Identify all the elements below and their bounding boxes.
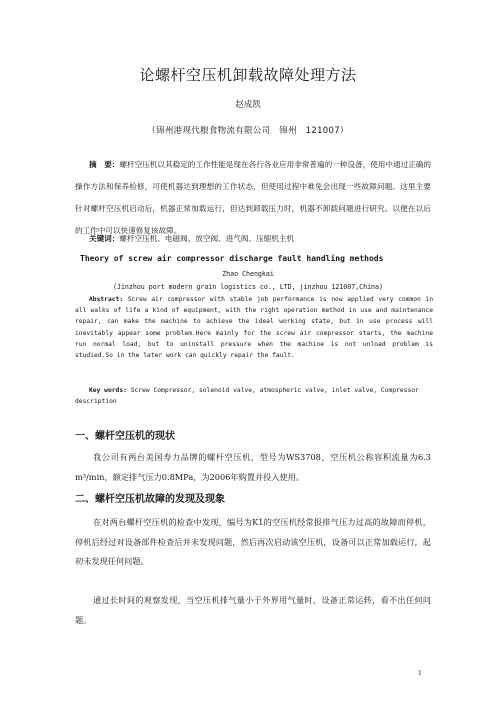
chinese-keywords-label: 关键词： [89, 234, 120, 243]
english-keywords-text: Screw Compressor, solenoid valve, atmospheric valve, inlet valve, Compressor description [75, 387, 419, 406]
section-2-heading: 二、螺杆空压机故障的发现及现象 [75, 494, 225, 505]
section-1-heading: 一、螺杆空压机的现状 [75, 431, 175, 442]
author-name: 赵成凯 [235, 100, 261, 110]
english-keywords-label: Key words: [89, 387, 127, 394]
english-keywords [75, 385, 433, 407]
english-author: Zhao Chengkai [222, 270, 274, 278]
chinese-keywords-text: 螺杆空压机、电磁阀、放空阀、进气阀、压缩机主机 [119, 234, 295, 243]
chinese-abstract-text: 螺杆空压机以其稳定的工作性能是现在各行各业应用非常普遍的一种设备，使用中通过正确的操作方法和保养检修，可使机器达到理想的工作状态，但使用过程中难免会出现一些故障问题。这里主要针对螺杆空压机启动后，机器正常加载运行，但达到卸载压力时，机器不卸载问题进行研究。以便在以后的工作中可以快速修复该故障。 [75, 160, 432, 235]
chinese-abstract-label: 摘 要： [89, 160, 120, 169]
chinese-abstract [75, 154, 431, 242]
section-2-paragraph-1: 在对两台螺杆空压机的检查中发现，编号为K1的空压机经常报排气压力过高的故障而停机，停机后经过对设备部件检查后并未发现问题，然后再次启动该空压机，设备可以正常加载运行，起初未发现任何问题。 [75, 517, 431, 566]
author-affiliation: （锦州港现代粮食物流有限公司 锦州 121007） [147, 126, 349, 136]
paper-title: 论螺杆空压机卸载故障处理方法 [139, 66, 357, 84]
english-abstract [75, 294, 433, 361]
english-abstract-text: Screw air compressor with stable job performance is now applied very common in all walks of life a kind of equipment, with the right operation method in use and maintenance repair, can make the machine to achieve the ideal working state, but in use process will inevitably appear some problem.Here mainly for the screw air compressor starts, the machine run normal load, but to uninstall pressure when the machine is not unload problem is studied.So in the later work can quickly repair the fault. [75, 296, 433, 360]
english-affiliation: (Jinzhou port modern grain logistics co., LTD, jinzhou 121007,China) [113, 283, 383, 291]
english-title: Theory of screw air compressor discharge fault handling methods [80, 254, 384, 263]
chinese-keywords [89, 233, 429, 244]
page-number: 1 [418, 670, 422, 677]
english-abstract-label: Abstract: [89, 296, 124, 303]
section-2-paragraph-2: 通过长时间的观察发现，当空压机排气量小于外界用气量时，设备正常运转，看不出任何问题。 [75, 595, 431, 625]
section-1-paragraph: 我公司有两台美国寿力品牌的螺杆空压机，型号为WS3708，空压机公称容积流量为6.3 m³/min，额定排气压力0.8MPa，为2006年购置并投入使用。 [75, 452, 431, 482]
